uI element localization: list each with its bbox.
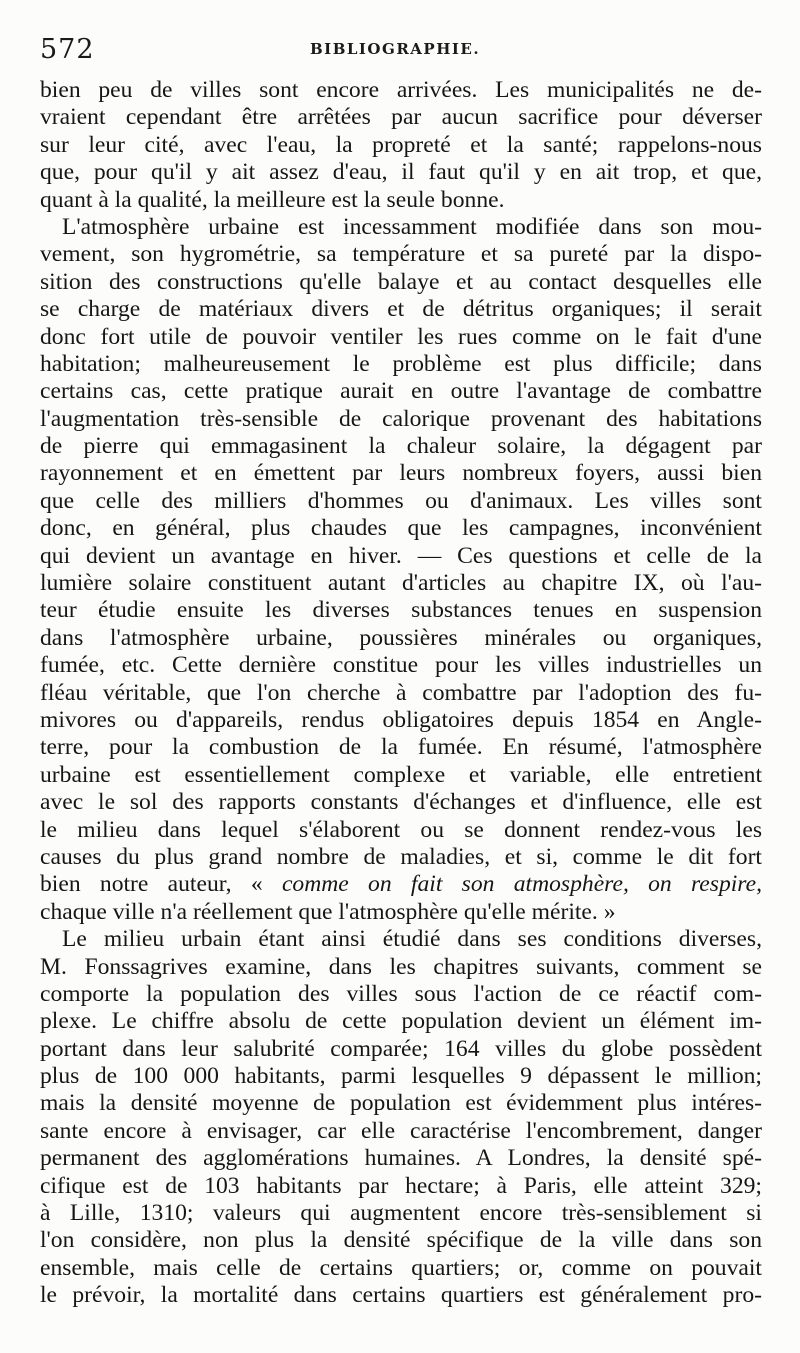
text-line: habitation; malheureusement le problème est plus difficile; dans xyxy=(40,350,762,377)
text-line: le milieu dans lequel s'élaborent ou se donnent rendez-vous les xyxy=(40,816,762,843)
body-text xyxy=(40,77,762,1310)
text-line xyxy=(40,871,762,898)
text-line: portant dans leur salubrité comparée; 164 villes du globe possèdent xyxy=(40,1035,762,1062)
page-header xyxy=(40,34,760,64)
text-line: à Lille, 1310; valeurs qui augmentent encore très-sensiblement si xyxy=(40,1200,762,1227)
text-line: de pierre qui emmagasinent la chaleur solaire, la dégagent par xyxy=(40,433,762,460)
text-line: rayonnement et en émettent par leurs nombreux foyers, aussi bien xyxy=(40,460,762,487)
text-line: donc fort utile de pouvoir ventiler les rues comme on le fait d'une xyxy=(40,323,762,350)
text-line: fléau véritable, que l'on cherche à combattre par l'adoption des fu- xyxy=(40,679,762,706)
text-line: bien peu de villes sont encore arrivées. Les municipalités ne de- xyxy=(40,77,762,103)
text-line: cifique est de 103 habitants par hectare; à Paris, elle atteint 329; xyxy=(40,1172,762,1199)
italic-quote: comme on fait son atmosphère, on respire, xyxy=(281,871,762,898)
text-line: vement, son hygrométrie, sa température et sa pureté par la dispo- xyxy=(40,241,762,268)
text-line: permanent des agglomérations humaines. A Londres, la densité spé- xyxy=(40,1145,762,1172)
text-line: mivores ou d'appareils, rendus obligatoires depuis 1854 en Angle- xyxy=(40,706,762,733)
text-line: L'atmosphère urbaine est incessamment modifiée dans son mou- xyxy=(62,213,762,240)
text-line: l'augmentation très-sensible de calorique provenant des habitations xyxy=(40,405,762,432)
text-line: chaque ville n'a réellement que l'atmosphère qu'elle mérite. » xyxy=(40,898,616,925)
text-line: plexe. Le chiffre absolu de cette population devient un élément im- xyxy=(40,1008,762,1035)
text-line: terre, pour la combustion de la fumée. En résumé, l'atmosphère xyxy=(40,734,762,761)
text-line: vraient cependant être arrêtées par aucun sacrifice pour déverser xyxy=(40,104,762,131)
text-line: ensemble, mais celle de certains quartiers; or, comme on pouvait xyxy=(40,1254,762,1281)
text-line: certains cas, cette pratique aurait en outre l'avantage de combattre xyxy=(40,378,762,405)
text-line: teur étudie ensuite les diverses substances tenues en suspension xyxy=(40,597,762,624)
text-line: avec le sol des rapports constants d'échanges et d'influence, elle est xyxy=(40,789,762,816)
text-line: fumée, etc. Cette dernière constitue pour les villes industrielles un xyxy=(40,652,762,679)
text-line: dans l'atmosphère urbaine, poussières minérales ou organiques, xyxy=(40,624,762,651)
text-line: M. Fonssagrives examine, dans les chapitres suivants, comment se xyxy=(40,953,762,980)
text-line: causes du plus grand nombre de maladies, et si, comme le dit fort xyxy=(40,843,762,870)
text-line: l'on considère, non plus la densité spécifique de la ville dans son xyxy=(40,1227,762,1254)
text-line: se charge de matériaux divers et de détritus organiques; il serait xyxy=(40,296,762,323)
text-line: mais la densité moyenne de population est évidemment plus intéres- xyxy=(40,1090,762,1117)
text-line: sition des constructions qu'elle balaye et au contact desquelles elle xyxy=(40,268,762,295)
text-line: donc, en général, plus chaudes que les campagnes, inconvénient xyxy=(40,515,762,542)
text-line: qui devient un avantage en hiver. — Ces questions et celle de la xyxy=(40,542,762,569)
text-line: Le milieu urbain étant ainsi étudié dans ses conditions diverses, xyxy=(62,926,762,953)
text-line: que celle des milliers d'hommes ou d'animaux. Les villes sont xyxy=(40,487,762,514)
text-run: bien notre auteur, « xyxy=(40,871,282,898)
text-line: lumière solaire constituent autant d'articles au chapitre IX, où l'au- xyxy=(40,570,762,597)
text-line: sante encore à envisager, car elle caractérise l'encombrement, danger xyxy=(40,1117,762,1144)
running-head: BIBLIOGRAPHIE. xyxy=(310,40,481,58)
text-line: sur leur cité, avec l'eau, la propreté et la santé; rappelons-nous xyxy=(40,131,762,158)
text-line: urbaine est essentiellement complexe et variable, elle entretient xyxy=(40,761,762,788)
page-number: 572 xyxy=(40,34,95,65)
text-line: plus de 100 000 habitants, parmi lesquelles 9 dépassent le million; xyxy=(40,1063,762,1090)
text-line: que, pour qu'il y ait assez d'eau, il faut qu'il y en ait trop, et que, xyxy=(40,159,762,186)
text-line: quant à la qualité, la meilleure est la seule bonne. xyxy=(40,186,505,213)
text-line: le prévoir, la mortalité dans certains quartiers est généralement pro- xyxy=(40,1282,762,1309)
text-line: comporte la population des villes sous l'action de ce réactif com- xyxy=(40,980,762,1007)
